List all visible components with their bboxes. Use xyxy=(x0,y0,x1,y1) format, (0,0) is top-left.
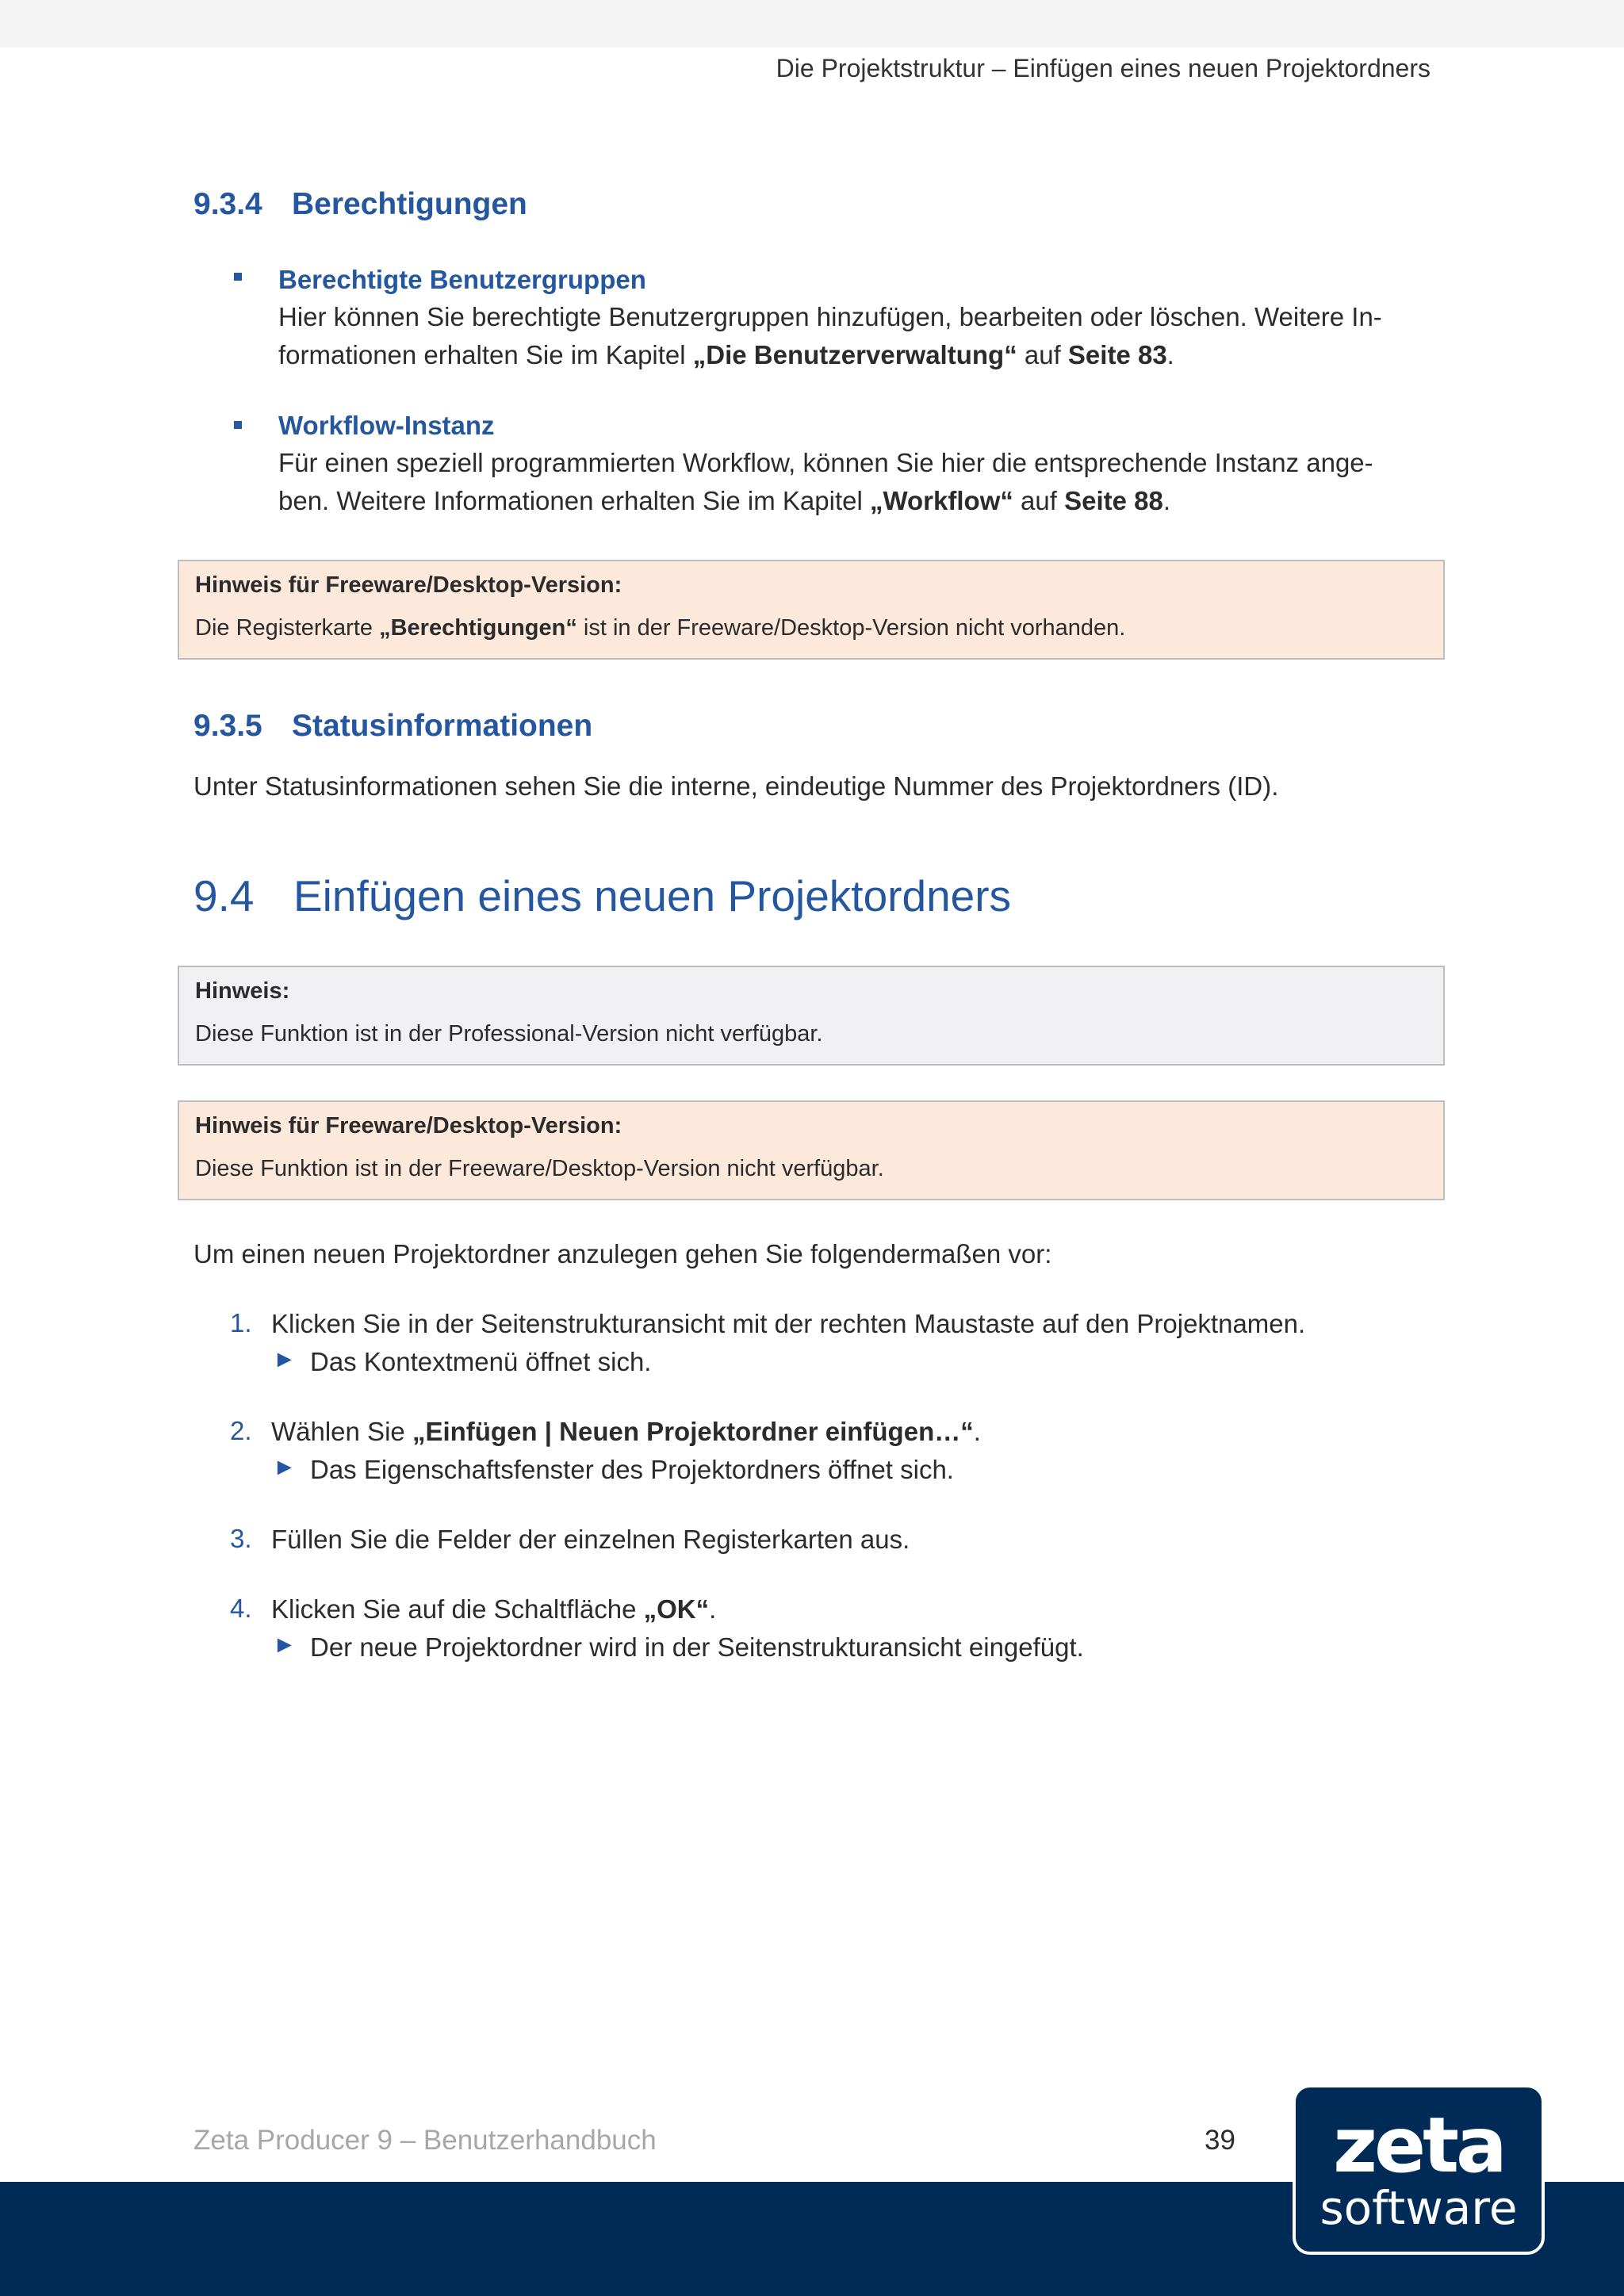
step-number: 2. xyxy=(230,1416,252,1445)
section-heading-9-4 xyxy=(193,871,1011,921)
text-run: Wählen Sie xyxy=(271,1417,412,1446)
zeta-software-logo xyxy=(1293,2084,1545,2255)
text-run: . xyxy=(709,1594,717,1624)
note-text: Diese Funktion ist in der Freeware/Desktop-Version nicht verfügbar. xyxy=(195,1156,884,1181)
paragraph-line: Für einen speziell programmierten Workflow, können Sie hier die entsprechende Instanz ange- xyxy=(278,448,1373,477)
page-reference[interactable]: Seite 88 xyxy=(1064,486,1163,515)
paragraph-line xyxy=(278,485,1170,517)
note-title: Hinweis: xyxy=(195,978,290,1004)
paragraph: Unter Statusinformationen sehen Sie die interne, eindeutige Nummer des Projektordners (ID). xyxy=(193,771,1279,801)
bullet-title-benutzergruppen: Berechtigte Benutzergruppen xyxy=(278,265,646,294)
chapter-link-benutzerverwaltung[interactable]: „Die Benutzerverwaltung“ xyxy=(692,340,1017,369)
text-run: Klicken Sie auf die Schaltfläche xyxy=(271,1594,644,1624)
step-result: Der neue Projektordner wird in der Seitenstrukturansicht eingefügt. xyxy=(310,1632,1084,1662)
text-run: ben. Weitere Informationen erhalten Sie im Kapitel xyxy=(278,486,870,515)
note-box-freeware xyxy=(178,1100,1445,1200)
note-text xyxy=(195,615,1125,641)
step-number: 4. xyxy=(230,1594,252,1623)
text-run-bold: „Berechtigungen“ xyxy=(379,615,577,641)
result-arrow-icon: ► xyxy=(273,1632,297,1658)
step-number: 3. xyxy=(230,1524,252,1553)
section-number: 9.3.4 xyxy=(193,187,262,221)
button-name: „OK“ xyxy=(643,1594,710,1624)
logo-wordmark-top: zeta xyxy=(1333,2101,1504,2190)
logo-graphic xyxy=(1296,2087,1542,2252)
text-run: Die Registerkarte xyxy=(195,615,380,641)
logo-wordmark-bottom: software xyxy=(1320,2181,1518,2235)
section-title: Einfügen eines neuen Projektordners xyxy=(293,871,1012,920)
text-run: auf xyxy=(1013,486,1065,515)
note-box-freeware-berechtigungen xyxy=(178,560,1445,660)
step-number: 1. xyxy=(230,1308,252,1337)
section-title: Statusinformationen xyxy=(292,709,593,743)
step-text xyxy=(271,1416,981,1448)
page-number: 39 xyxy=(1205,2125,1235,2156)
step-text xyxy=(271,1308,1305,1340)
top-margin-bar xyxy=(0,0,1624,48)
section-number: 9.3.5 xyxy=(193,709,262,743)
footer-book-title: Zeta Producer 9 – Benutzerhandbuch xyxy=(193,2125,657,2156)
paragraph-line xyxy=(278,339,1174,371)
intro-paragraph: Um einen neuen Projektordner anzulegen gehen Sie folgendermaßen vor: xyxy=(193,1239,1052,1269)
text-run: Füllen Sie die Felder der einzelnen Registerkarten aus. xyxy=(271,1525,910,1554)
text-run: auf xyxy=(1017,340,1068,369)
section-number: 9.4 xyxy=(193,871,255,920)
note-title: Hinweis für Freeware/Desktop-Version: xyxy=(195,572,622,598)
chapter-link-workflow[interactable]: „Workflow“ xyxy=(869,486,1013,515)
bullet-title-workflow: Workflow-Instanz xyxy=(278,411,495,440)
text-run: formationen erhalten Sie im Kapitel xyxy=(278,340,693,369)
note-box-professional xyxy=(178,966,1445,1066)
bullet-icon xyxy=(234,273,242,281)
text-run: . xyxy=(973,1417,981,1446)
paragraph-line: Hier können Sie berechtigte Benutzergruppen hinzufügen, bearbeiten oder löschen. Weitere In- xyxy=(278,302,1382,331)
section-heading-9-3-4 xyxy=(193,187,527,222)
text-run: . xyxy=(1166,340,1174,369)
section-title: Berechtigungen xyxy=(292,187,527,221)
text-run: . xyxy=(1162,486,1170,515)
result-arrow-icon: ► xyxy=(273,1454,297,1480)
page-reference[interactable]: Seite 83 xyxy=(1067,340,1167,369)
step-result: Das Kontextmenü öffnet sich. xyxy=(310,1347,652,1376)
section-heading-9-3-5 xyxy=(193,709,592,744)
running-header: Die Projektstruktur – Einfügen eines neuen Projektordners xyxy=(776,54,1431,82)
note-title: Hinweis für Freeware/Desktop-Version: xyxy=(195,1113,622,1138)
result-arrow-icon: ► xyxy=(273,1346,297,1372)
menu-path: „Einfügen | Neuen Projektordner einfügen…“ xyxy=(412,1417,974,1446)
note-text: Diese Funktion ist in der Professional-Version nicht verfügbar. xyxy=(195,1021,823,1047)
step-text xyxy=(271,1524,910,1556)
text-run: ist in der Freeware/Desktop-Version nicht vorhanden. xyxy=(576,615,1126,641)
step-result: Das Eigenschaftsfenster des Projektordners öffnet sich. xyxy=(310,1455,954,1484)
bullet-icon xyxy=(234,421,242,429)
step-text xyxy=(271,1594,716,1625)
text-run: Klicken Sie in der Seitenstrukturansicht mit der rechten Maustaste auf den Projektnamen. xyxy=(271,1309,1306,1338)
